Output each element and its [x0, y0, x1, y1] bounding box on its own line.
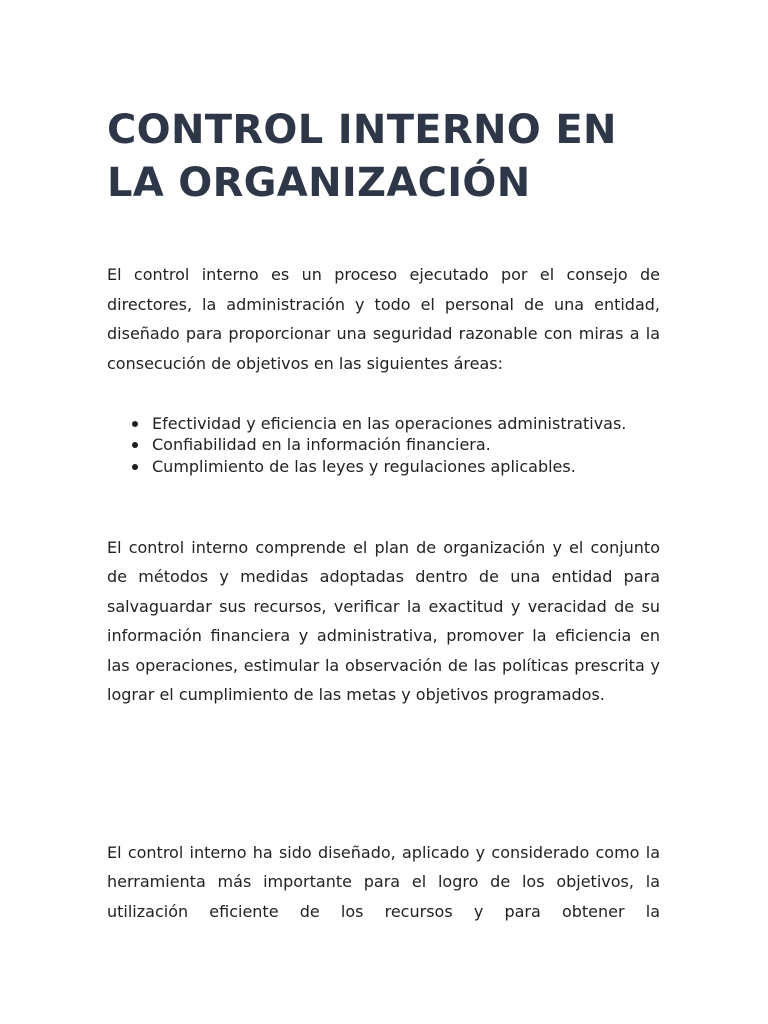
list-item: Confiabilidad en la información financiera.: [152, 434, 660, 455]
document-content: [107, 104, 660, 926]
paragraph-scope: El control interno comprende el plan de organización y el conjunto de métodos y medidas adoptadas dentro de una entidad para salvaguardar sus recursos, verificar la exactitud y veracidad de su información financiera y administrativa, promover la eficiencia en las operaciones, estimular la observación de las políticas prescrita y lograr el cumplimiento de las metas y objetivos programados.: [107, 537, 660, 705]
title-line-1: CONTROL INTERNO EN: [107, 107, 617, 153]
paragraph-definition: El control interno es un proceso ejecutado por el consejo de directores, la administración y todo el personal de una entidad, diseñado para proporcionar una seguridad razonable con miras a la consecución de objetivos en las siguientes áreas:: [107, 265, 660, 373]
document-title: [107, 104, 660, 210]
objectives-list: [107, 413, 660, 477]
list-item: Efectividad y eficiencia en las operaciones administrativas.: [152, 413, 660, 434]
paragraph-importance: El control interno ha sido diseñado, aplicado y considerado como la herramienta más importante para el logro de los objetivos, la utilización eficiente de los recursos y para obtener la: [107, 842, 660, 921]
list-item: Cumplimiento de las leyes y regulaciones aplicables.: [152, 456, 660, 477]
title-line-2: LA ORGANIZACIÓN: [107, 160, 531, 206]
